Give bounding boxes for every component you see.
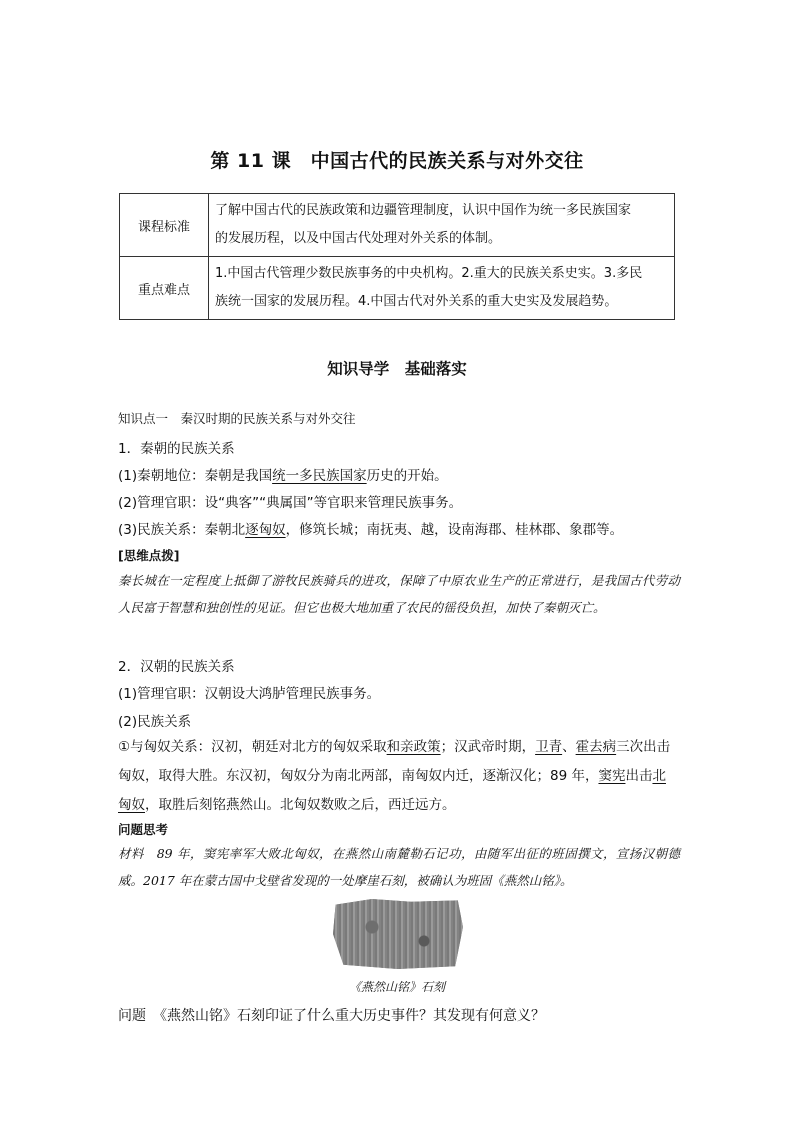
key-term: 统一多民族国家 [272,468,367,484]
row-label: 课程标准 [120,194,209,257]
qin-item-2: (2)管理官职：设“典客”“典属国”等官职来管理民族事务。 [118,495,463,511]
question-think-label: 问题思考 [118,822,169,837]
content-line: 了解中国古代的民族政策和边疆管理制度，认识中国作为统一多民族国家 [215,203,632,218]
qin-item-1 [118,464,448,484]
content-line: 族统一国家的发展历程。4.中国古代对外关系的重大史实及发展趋势。 [215,294,618,309]
key-term: 北匈奴 [118,768,666,813]
text-segment: 出击 [625,768,653,784]
text-segment: ，修筑长城；南抚夷、越，设南海郡、桂林郡、象郡等。 [285,522,624,538]
content-line: 1.中国古代管理少数民族事务的中央机构。2.重大的民族关系史实。3.多民 [215,266,643,281]
xiongnu-relations [118,733,678,820]
row-content [209,194,675,257]
han-heading: 2．汉朝的民族关系 [118,659,235,675]
table-row [120,194,675,257]
key-term: 霍去病 [575,739,617,755]
key-term: 逐匈奴 [245,522,286,538]
key-term: 卫青 [535,739,563,755]
thinking-text: 秦长城在一定程度上抵御了游牧民族骑兵的进攻，保障了中原农业生产的正常进行，是我国古代劳动人民富于智慧和独创性的见证。但它也极大地加重了农民的徭役负担，加快了秦朝灭亡。 [118,573,680,615]
han-item-1: (1)管理官职：汉朝设大鸿胪管理民族事务。 [118,686,381,702]
text-segment: ；汉武帝时期， [440,739,536,755]
key-term: 和亲政策 [386,739,441,755]
content-line: 的发展历程，以及中国古代处理对外关系的体制。 [215,231,502,246]
course-standards-table [119,193,675,320]
qin-item-3 [118,518,623,538]
stone-inscription-image [333,899,463,969]
row-label: 重点难点 [120,257,209,320]
text-segment: (3)民族关系：秦朝北 [118,522,246,538]
image-caption: 《燕然山铭》石刻 [348,980,445,994]
han-item-2: (2)民族关系 [118,714,192,730]
key-term: 窦宪 [598,768,626,784]
question-text: 问题 《燕然山铭》石刻印证了什么重大历史事件？其发现有何意义？ [118,1008,545,1024]
text-segment: 三次出击匈奴，取得大胜。东汉初，匈奴分为南北两部，南匈奴内迁，逐渐汉化；89 年， [118,739,671,784]
section-heading: 知识导学 基础落实 [327,360,467,378]
row-content [209,257,675,320]
table-row [120,257,675,320]
text-segment: 历史的开始。 [366,468,448,484]
text-segment: ①与匈奴关系：汉初，朝廷对北方的匈奴采取 [118,739,387,755]
knowledge-point-title: 知识点一 秦汉时期的民族关系与对外交往 [118,411,356,426]
qin-heading: 1．秦朝的民族关系 [118,441,235,457]
text-segment: (1)秦朝地位：秦朝是我国 [118,468,273,484]
material-text: 材料 89 年，窦宪率军大败北匈奴，在燕然山南麓勒石记功，由随军出征的班固撰文，宣扬汉朝德威。2017 年在蒙古国中戈壁省发现的一处摩崖石刻，被确认为班固《燕然山铭》。 [118,846,680,888]
text-segment: ，取胜后刻铭燕然山。北匈奴数败之后，西迁远方。 [145,797,456,813]
page-title: 第 11 课 中国古代的民族关系与对外交往 [210,150,584,172]
thinking-label: [思维点拨] [118,548,180,563]
text-segment: 、 [562,739,576,755]
